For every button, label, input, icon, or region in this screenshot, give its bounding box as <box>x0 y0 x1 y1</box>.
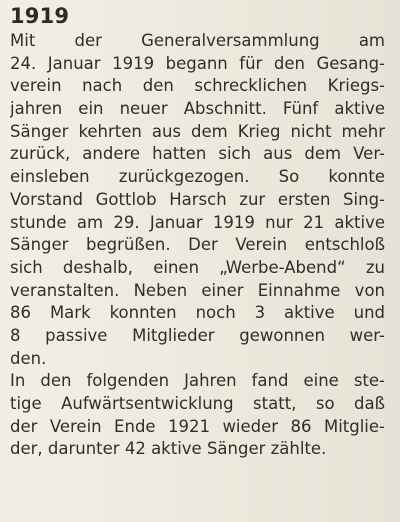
text-line: 8 passive Mitglieder gewonnen wer- <box>10 325 385 345</box>
text-line: Sänger kehrten aus dem Krieg nicht mehr <box>10 121 385 141</box>
text-line: 86 Mark konnten noch 3 aktive und <box>10 303 385 323</box>
text-line: jahren ein neuer Abschnitt. Fünf aktive <box>10 99 385 119</box>
text-line: 24. Januar 1919 begann für den Gesang- <box>10 53 385 73</box>
paragraph-1 <box>10 30 385 370</box>
article-body <box>10 30 385 461</box>
text-line: der Verein Ende 1921 wieder 86 Mitglie- <box>10 416 385 436</box>
text-line: sich deshalb, einen „Werbe-Abend“ zu <box>10 257 385 277</box>
text-line: Vorstand Gottlob Harsch zur ersten Sing- <box>10 189 385 209</box>
text-line: veranstalten. Neben einer Einnahme von <box>10 280 385 300</box>
text-line: den. <box>10 348 47 368</box>
text-line: Mit der Generalversammlung am <box>10 31 385 50</box>
text-line: verein nach den schrecklichen Kriegs- <box>10 76 385 96</box>
text-line: tige Aufwärtsentwicklung statt, so daß <box>10 394 385 413</box>
paragraph-2 <box>10 370 385 461</box>
section-year-heading: 1919 <box>10 4 70 28</box>
text-line: einsleben zurückgezogen. So konnte <box>10 167 385 187</box>
text-line: der, darunter 42 aktive Sänger zählte. <box>10 439 327 459</box>
text-line: In den folgenden Jahren fand eine ste- <box>10 371 385 391</box>
text-line: zurück, andere hatten sich aus dem Ver- <box>10 144 385 164</box>
text-line: Sänger begrüßen. Der Verein entschloß <box>10 235 385 255</box>
text-line: stunde am 29. Januar 1919 nur 21 aktive <box>10 212 385 232</box>
